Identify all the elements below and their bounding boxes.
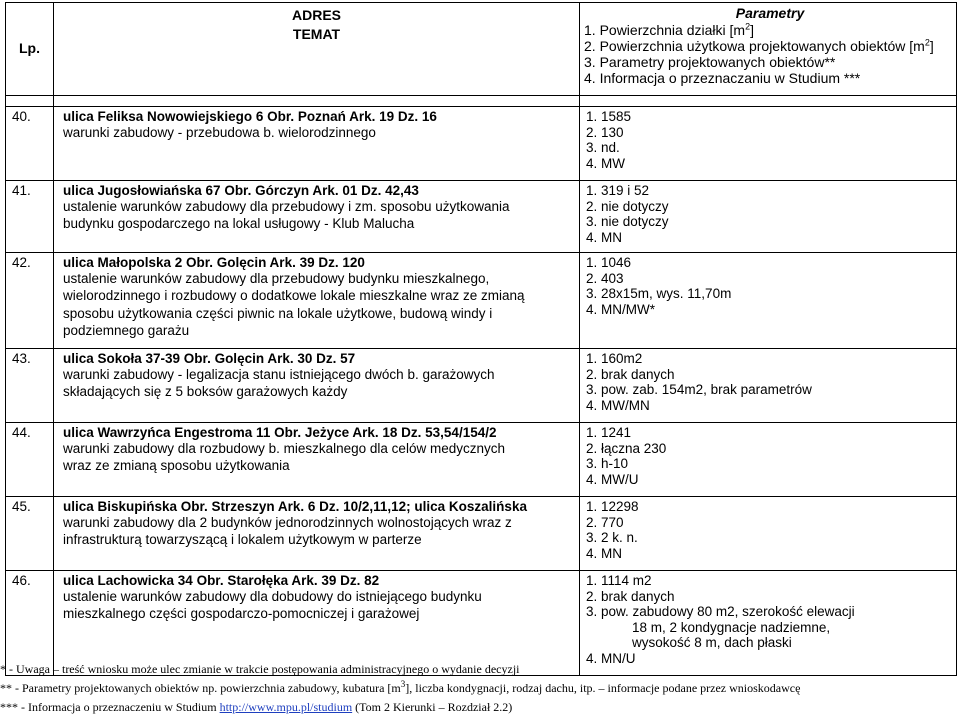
row-address: ulica Sokoła 37-39 Obr. Golęcin Ark. 30 Dz. 57 bbox=[63, 351, 356, 366]
header-adres: ADRES bbox=[291, 7, 341, 23]
row-param-line: 3. pow. zab. 154m2, brak parametrów bbox=[586, 382, 812, 397]
footnotes bbox=[0, 660, 960, 717]
header-parametry-title: Parametry bbox=[735, 5, 805, 21]
row-param-line: 2. łączna 230 bbox=[586, 440, 667, 456]
row-param-line: 1. 1046 bbox=[586, 255, 632, 270]
register-table bbox=[5, 2, 957, 676]
row-address: ulica Wawrzyńca Engestroma 11 Obr. Jeżyce Ark. 18 Dz. 53,54/154/2 bbox=[63, 425, 497, 440]
row-subject-line: warunki zabudowy - legalizacja stanu istniejącego dwóch b. garażowych bbox=[63, 366, 495, 382]
row-param-line: 2. 403 bbox=[586, 270, 624, 286]
table-row bbox=[6, 349, 957, 423]
row-param-line: 3. 28x15m, wys. 11,70m bbox=[586, 286, 732, 301]
header-temat: TEMAT bbox=[292, 26, 341, 42]
row-address: ulica Feliksa Nowowiejskiego 6 Obr. Poznań Ark. 19 Dz. 16 bbox=[63, 109, 437, 124]
row-param-line: 3. 2 k. n. bbox=[586, 530, 638, 545]
row-number: 46. bbox=[6, 571, 54, 676]
row-subject-line: składających się z 5 boksów garażowych każdy bbox=[63, 384, 348, 399]
row-address: ulica Lachowicka 34 Obr. Starołęka Ark. 39 Dz. 82 bbox=[63, 573, 380, 588]
row-param-line: 4. MN bbox=[586, 229, 623, 245]
table-row bbox=[6, 497, 957, 571]
row-subject-line: podziemnego garażu bbox=[63, 323, 190, 338]
row-parameters bbox=[580, 349, 957, 423]
row-param-line: 1. 1241 bbox=[586, 425, 632, 440]
row-param-line: 2. 130 bbox=[586, 124, 624, 140]
row-subject-line: mieszkalnego części gospodarczo-pomocniczej i garażowej bbox=[63, 606, 420, 621]
header-param-4: 4. Informacja o przeznaczaniu w Studium *** bbox=[584, 70, 861, 86]
row-number: 43. bbox=[6, 349, 54, 423]
row-param-line: 2. nie dotyczy bbox=[586, 198, 669, 214]
row-param-line: 3. pow. zabudowy 80 m2, szerokość elewacji bbox=[586, 604, 855, 619]
row-parameters bbox=[580, 497, 957, 571]
row-param-line: 2. brak danych bbox=[586, 588, 675, 604]
footnote-2: ** - Parametry projektowanych obiektów np. powierzchnia zabudowy, kubatura $[m^3]$, liczba kondygnacji, rodzaj dachu, itp. – informacje podane przez wnioskodawcę bbox=[0, 679, 801, 695]
table-row bbox=[6, 423, 957, 497]
row-subject-line: warunki zabudowy dla rozbudowy b. mieszkalnego dla celów medycznych bbox=[63, 440, 505, 456]
row-param-line: 4. MW/U bbox=[586, 471, 639, 487]
row-param-continuation: wysokość 8 m, dach płaski bbox=[632, 635, 792, 650]
footnote-1: * - Uwaga – treść wniosku może ulec zmianie w trakcie postępowania administracyjnego o wydanie decyzji bbox=[0, 662, 520, 676]
row-subject-line: ustalenie warunków zabudowy dla dobudowy do istniejącego budynku bbox=[63, 588, 482, 604]
footnote-3: *** - Informacja o przeznaczeniu w Studium http://www.mpu.pl/studium (Tom 2 Kierunki – Rozdział 2.2) bbox=[0, 700, 513, 714]
row-address-subject bbox=[54, 181, 580, 253]
row-address-subject bbox=[54, 497, 580, 571]
row-param-line: 4. MN/MW* bbox=[586, 301, 655, 317]
row-param-continuation: 18 m, 2 kondygnacje nadziemne, bbox=[632, 619, 831, 635]
row-param-line: 3. nie dotyczy bbox=[586, 214, 669, 229]
spacer-row bbox=[6, 96, 957, 107]
row-param-line: 1. 12298 bbox=[586, 499, 639, 514]
row-param-line: 4. MN bbox=[586, 545, 623, 561]
row-param-line: 1. 160m2 bbox=[586, 351, 643, 366]
row-param-line: 1. 319 i 52 bbox=[586, 183, 650, 198]
header-param-2: 2. Powierzchnia użytkowa projektowanych obiektów $[m^2]$ bbox=[584, 37, 934, 54]
row-param-line: 1. 1585 bbox=[586, 109, 632, 124]
table-row bbox=[6, 253, 957, 349]
row-number: 41. bbox=[6, 181, 54, 253]
header-address-subject bbox=[54, 3, 580, 96]
row-subject-line: ustalenie warunków zabudowy dla przebudowy budynku mieszkalnego, bbox=[63, 270, 490, 286]
row-parameters bbox=[580, 181, 957, 253]
header-lp: Lp. bbox=[6, 3, 54, 96]
row-param-line: 3. nd. bbox=[586, 140, 620, 155]
row-subject-line: budynku gospodarczego na lokal usługowy - Klub Malucha bbox=[63, 216, 415, 231]
header-param-3: 3. Parametry projektowanych obiektów** bbox=[584, 54, 836, 70]
row-address: ulica Jugosłowiańska 67 Obr. Górczyn Ark. 01 Dz. 42,43 bbox=[63, 183, 419, 198]
row-param-line: 4. MW/MN bbox=[586, 397, 650, 413]
row-parameters bbox=[580, 253, 957, 349]
studium-link[interactable]: http://www.mpu.pl/studium bbox=[219, 700, 353, 714]
row-address: ulica Biskupińska Obr. Strzeszyn Ark. 6 Dz. 10/2,11,12; ulica Koszalińska bbox=[63, 499, 527, 514]
table-row bbox=[6, 107, 957, 181]
row-number: 42. bbox=[6, 253, 54, 349]
row-address: ulica Małopolska 2 Obr. Golęcin Ark. 39 Dz. 120 bbox=[63, 255, 365, 270]
table-row bbox=[6, 181, 957, 253]
row-number: 40. bbox=[6, 107, 54, 181]
header-parameters bbox=[580, 3, 957, 96]
row-param-line: 1. 1114 m2 bbox=[586, 573, 652, 588]
row-subject-line: sposobu użytkowania części piwnic na lokale użytkowe, budową windy i bbox=[63, 305, 493, 321]
row-address-subject bbox=[54, 253, 580, 349]
row-param-line: 3. h-10 bbox=[586, 456, 629, 471]
row-param-line: 4. MW bbox=[586, 155, 625, 171]
header-row bbox=[6, 3, 957, 96]
row-address-subject bbox=[54, 349, 580, 423]
row-address-subject bbox=[54, 423, 580, 497]
row-param-line: 2. brak danych bbox=[586, 366, 675, 382]
row-number: 45. bbox=[6, 497, 54, 571]
row-subject-line: infrastrukturą towarzyszącą i lokalem użytkowym w parterze bbox=[63, 532, 422, 547]
row-number: 44. bbox=[6, 423, 54, 497]
row-param-line: 2. 770 bbox=[586, 514, 624, 530]
row-subject-line: warunki zabudowy - przebudowa b. wielorodzinnego bbox=[63, 124, 376, 140]
row-address-subject bbox=[54, 107, 580, 181]
row-subject-line: ustalenie warunków zabudowy dla przebudowy i zm. sposobu użytkowania bbox=[63, 198, 510, 214]
row-subject-line: wielorodzinnego i rozbudowy o dodatkowe lokale mieszkalne wraz ze zmianą bbox=[63, 288, 525, 303]
row-param-line: 4. MN/U bbox=[586, 650, 636, 666]
row-subject-line: warunki zabudowy dla 2 budynków jednorodzinnych wolnostojących wraz z bbox=[63, 514, 512, 530]
row-subject-line: wraz ze zmianą sposobu użytkowania bbox=[63, 458, 290, 473]
header-param-1: 1. Powierzchnia działki $[m^2]$ bbox=[584, 21, 754, 38]
row-parameters bbox=[580, 107, 957, 181]
row-parameters bbox=[580, 423, 957, 497]
